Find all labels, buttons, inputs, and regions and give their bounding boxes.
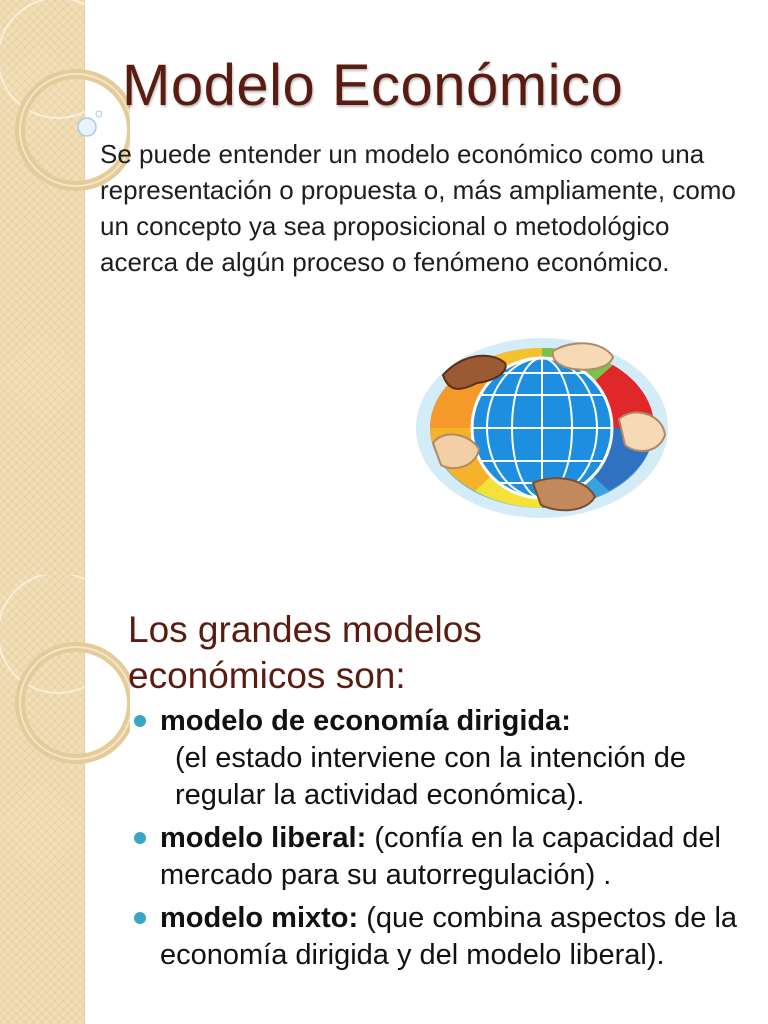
model-description: (el estado interviene con la intención de regular la actividad económica). — [175, 742, 687, 811]
hands-around-globe-icon — [413, 333, 671, 523]
bullet-icon — [134, 912, 146, 924]
slide-title: Modelo Económico — [122, 53, 624, 118]
model-term: modelo de economía dirigida: — [160, 705, 571, 737]
list-item — [130, 900, 750, 974]
decorative-rings-icon — [0, 575, 130, 795]
model-description: (que combina aspectos de la economía dirigida y del modelo liberal). — [160, 902, 738, 971]
models-list — [130, 703, 750, 980]
slide-heading: Los grandes modelos económicos son: — [128, 609, 482, 696]
list-item — [130, 820, 750, 894]
model-term: modelo mixto: — [160, 902, 359, 934]
model-term: modelo liberal: — [160, 822, 367, 854]
intro-paragraph: Se puede entender un modelo económico como una representación o propuesta o, más ampliamente, como un concepto ya sea proposicional o metodológico acerca de algún proceso o fenómeno económico. — [100, 139, 736, 277]
bullet-icon — [134, 832, 146, 844]
slide-2 — [0, 575, 768, 1024]
bullet-icon — [134, 715, 146, 727]
list-item — [130, 703, 750, 814]
model-description: (confía en la capacidad del mercado para su autorregulación) . — [160, 822, 721, 891]
